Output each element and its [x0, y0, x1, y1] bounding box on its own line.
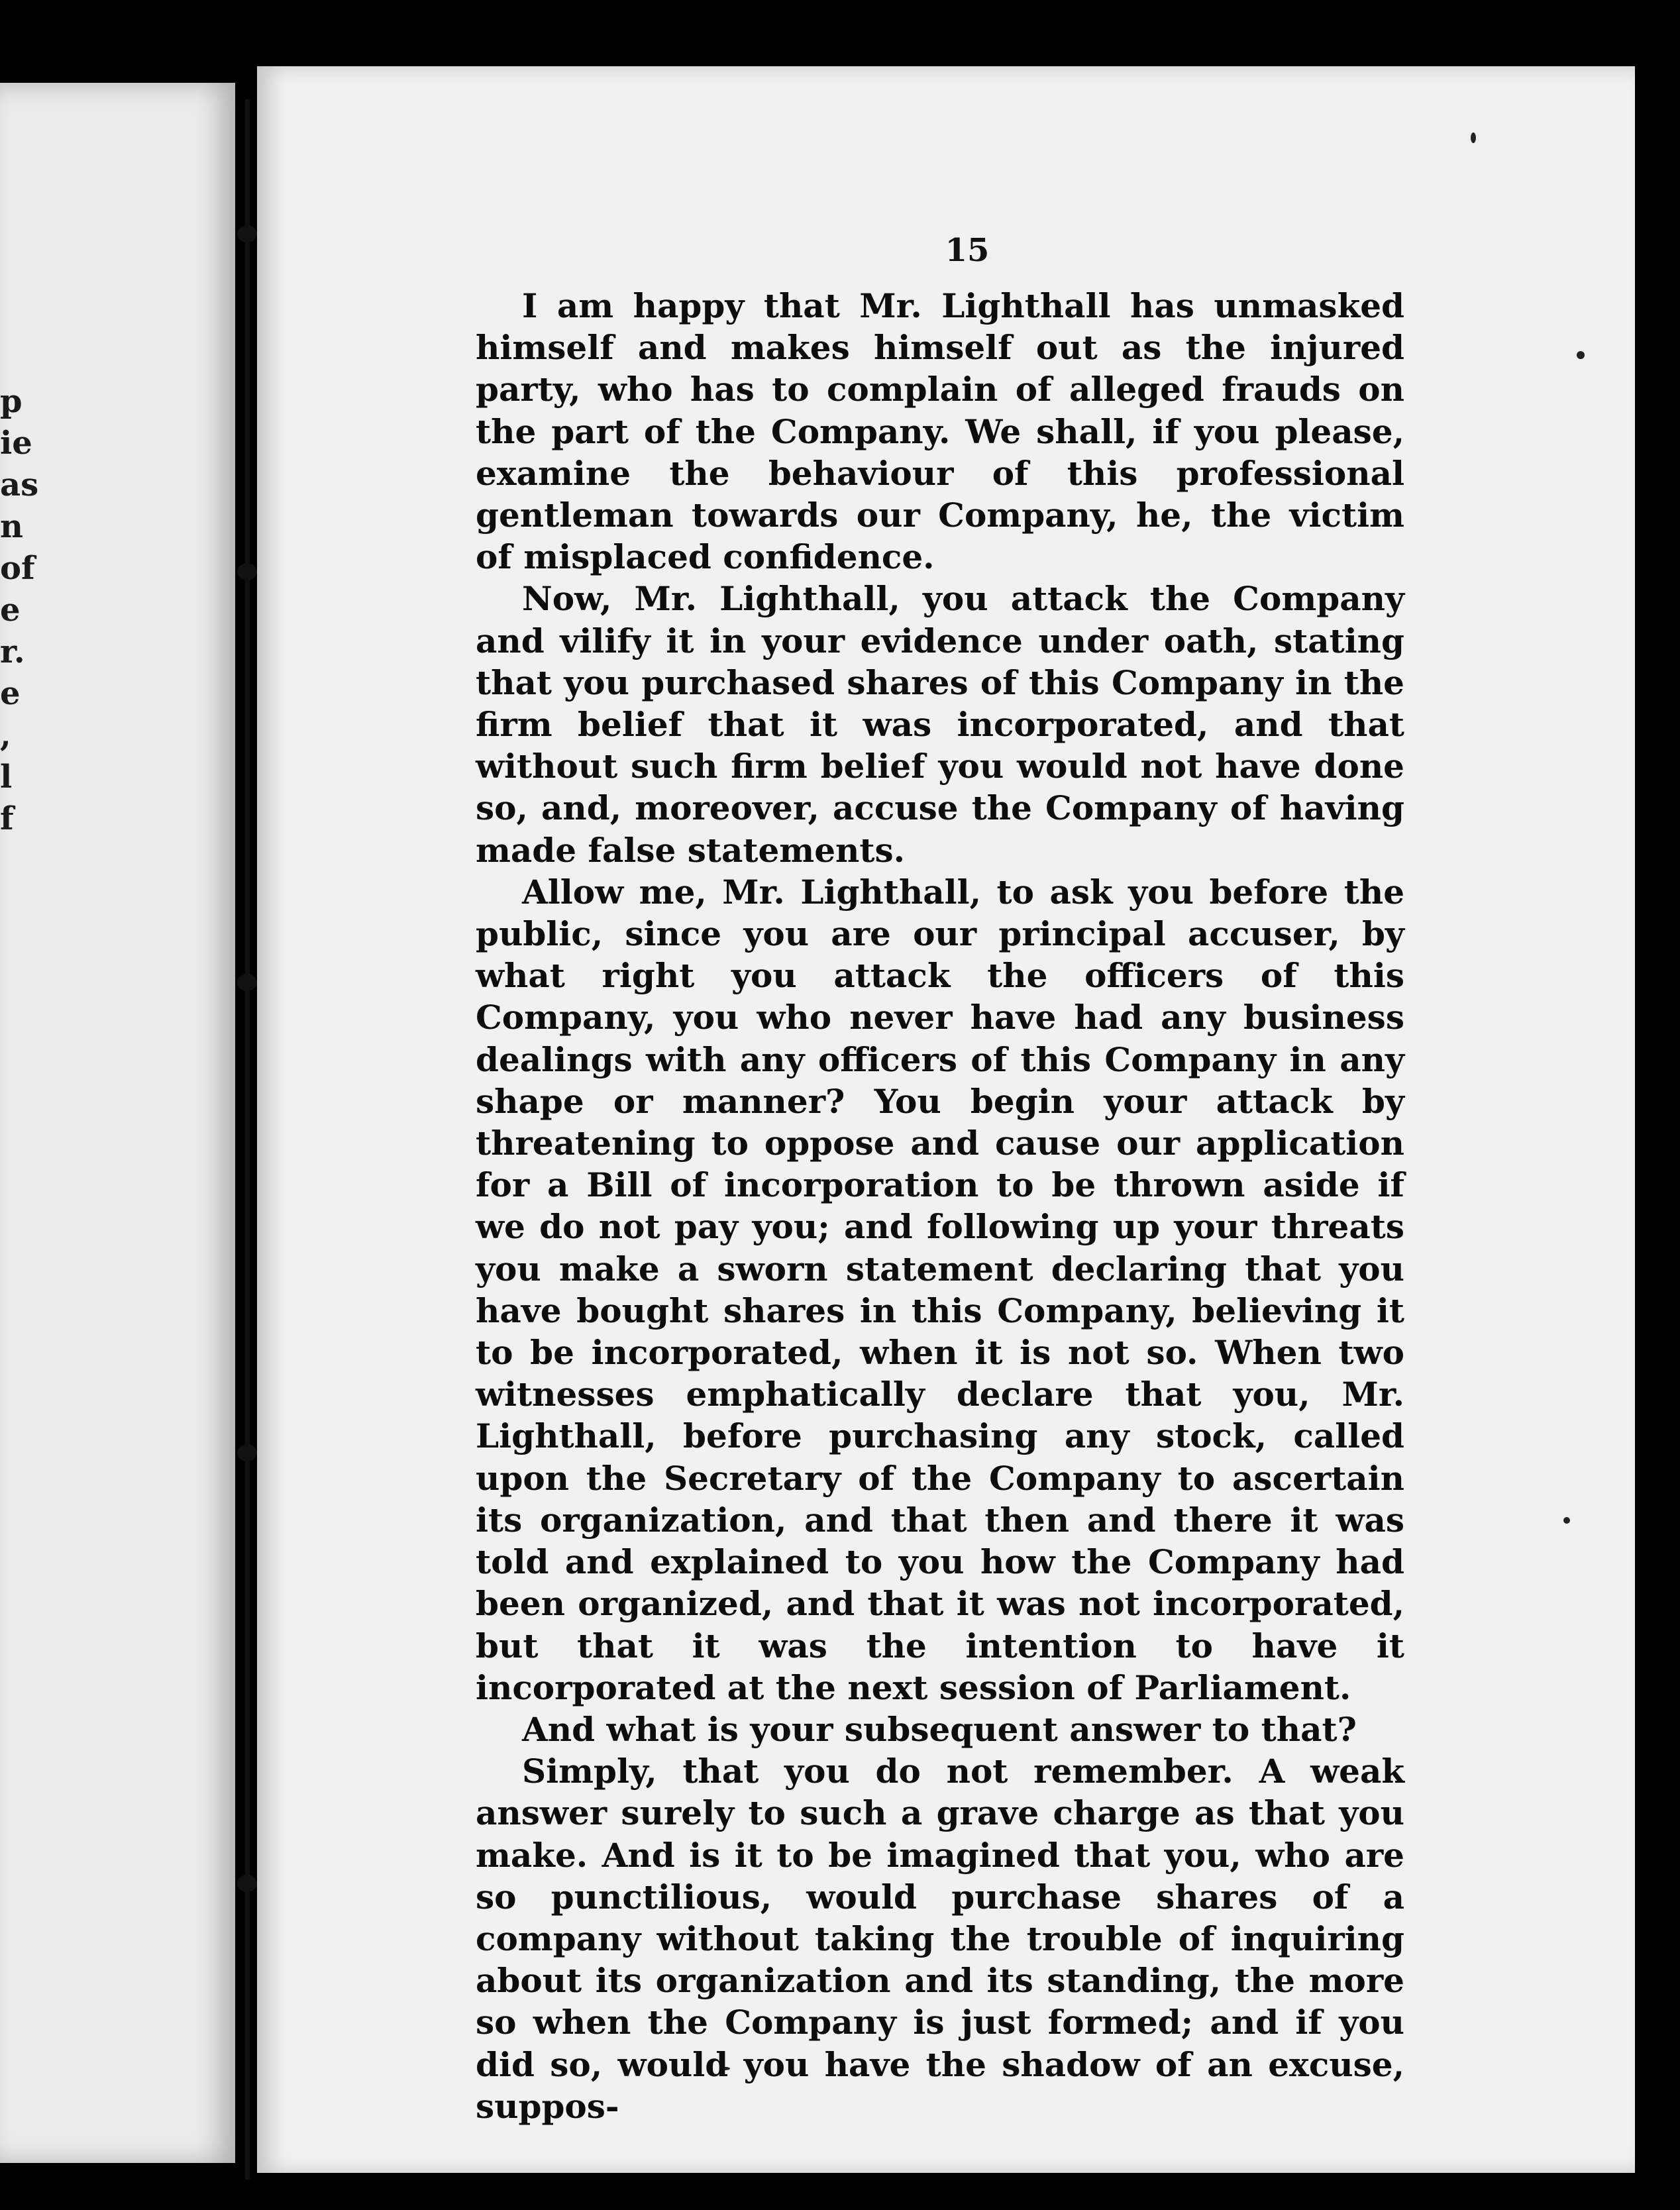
spine-stitch: [237, 225, 257, 242]
margin-fragment: ,: [0, 717, 11, 754]
paragraph: And what is your subsequent answer to that?: [522, 1709, 1357, 1749]
margin-fragment: of: [0, 550, 35, 587]
spine-stitch: [237, 1444, 257, 1461]
body-text: [476, 285, 1404, 2127]
spine-rule: [245, 99, 250, 2180]
margin-fragment: e: [0, 592, 21, 629]
margin-fragment: ie: [0, 425, 32, 462]
paragraph: I am happy that Mr. Lighthall has unmasked himself and makes himself out as the injured party, who has to complain of alleged frauds on the part of the Company. We shall, if you please, examine the behaviour of this professional gentleman towards our Company, he, the victim of misplaced confidence.: [476, 286, 1404, 577]
spine-stitch: [237, 563, 257, 580]
paragraph: Simply, that you do not remember. A weak answer surely to such a grave charge as that you make. And is it to be imagined that you, who are so punctilious, would purchase shares of a company without taking the trouble of inquiring about its organization and its standing, the more so when the Company is just formed; and if you did so, would you have the shadow of an excuse, suppos-: [476, 1752, 1404, 2126]
paragraph: Allow me, Mr. Lighthall, to ask you before the public, since you are our principal accuser, by what right you attack the officers of this Company, you who never have had any business dealings with any officers of this Company in any shape or manner? You begin your attack by threatening to oppose and cause our application for a Bill of incorporation to be thrown aside if we do not pay you; and following up your threats you make a sworn statement declaring that you have bought shares in this Company, believing it to be incorporated, when it is not so. When two witnesses emphatically declare that you, Mr. Lighthall, before purchasing any stock, called upon the Secretary of the Company to ascertain its organization, and that then and there it was told and explained to you how the Company had been organized, and that it was not incorporated, but that it was the intention to have it incorporated at the next session of Parliament.: [476, 872, 1404, 1707]
page-speck: [1471, 132, 1476, 143]
page-speck: [1577, 351, 1585, 359]
margin-fragment: r.: [0, 633, 25, 670]
spine-stitch: [237, 974, 257, 991]
margin-fragment: p: [0, 383, 23, 420]
margin-fragment: e: [0, 675, 21, 712]
book-spine: [237, 99, 257, 2180]
margin-fragment: as: [0, 466, 39, 503]
margin-fragment: l: [0, 759, 13, 796]
paragraph: Now, Mr. Lighthall, you attack the Company and vilify it in your evidence under oath, stating that you purchased shares of this Company in the firm belief that it was incorporated, and that without such firm belief you would not have done so, and, moreover, accuse the Company of having made false statements.: [476, 579, 1404, 870]
margin-fragment: n: [0, 508, 23, 545]
left-page: [0, 83, 235, 2163]
spine-stitch: [237, 1875, 257, 1892]
page-number: 15: [945, 232, 990, 269]
page-speck: [1563, 1517, 1570, 1524]
margin-fragment: f: [0, 800, 14, 837]
left-margin-fragments: [0, 381, 38, 840]
